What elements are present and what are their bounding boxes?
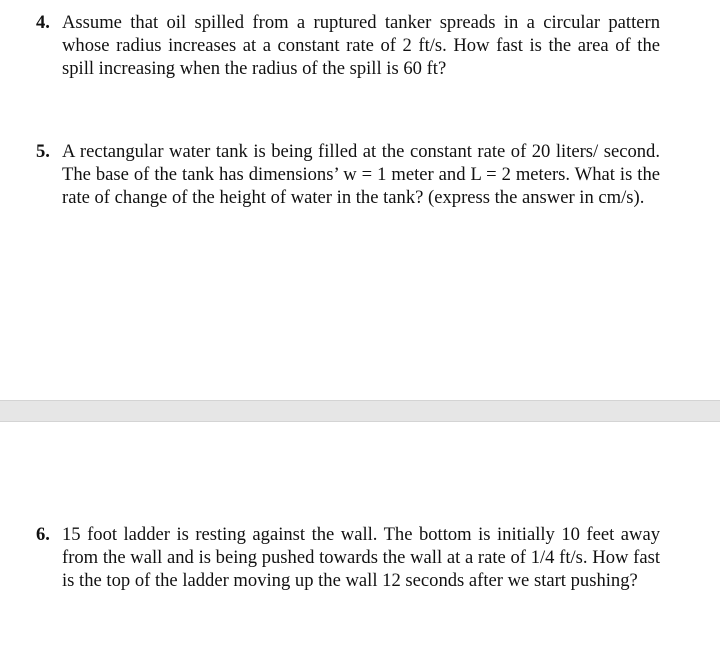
document-page-2 bbox=[0, 422, 720, 647]
problem-6 bbox=[36, 523, 660, 592]
problem-5 bbox=[36, 140, 660, 209]
problem-text: 15 foot ladder is resting against the wall. The bottom is initially 10 feet away from the wall and is being pushed towards the wall at a rate of 1/4 ft/s. How fast is the top of the ladder moving up the wall 12 seconds after we start pushing? bbox=[62, 524, 660, 591]
problem-number: 5. bbox=[36, 141, 50, 162]
problem-text: A rectangular water tank is being filled at the constant rate of 20 liters/ second. The base of the tank has dimensions’ w = 1 meter and L = 2 meters. What is the rate of change of the height of water in the tank? (express the answer in cm/s). bbox=[62, 141, 660, 208]
page-separator bbox=[0, 400, 720, 422]
problem-text: Assume that oil spilled from a ruptured tanker spreads in a circular pattern whose radius increases at a constant rate of 2 ft/s. How fast is the area of the spill increasing when the radius of the spill is 60 ft? bbox=[62, 12, 660, 79]
problem-number: 4. bbox=[36, 12, 50, 33]
problem-4 bbox=[36, 11, 660, 80]
problem-number: 6. bbox=[36, 524, 50, 545]
